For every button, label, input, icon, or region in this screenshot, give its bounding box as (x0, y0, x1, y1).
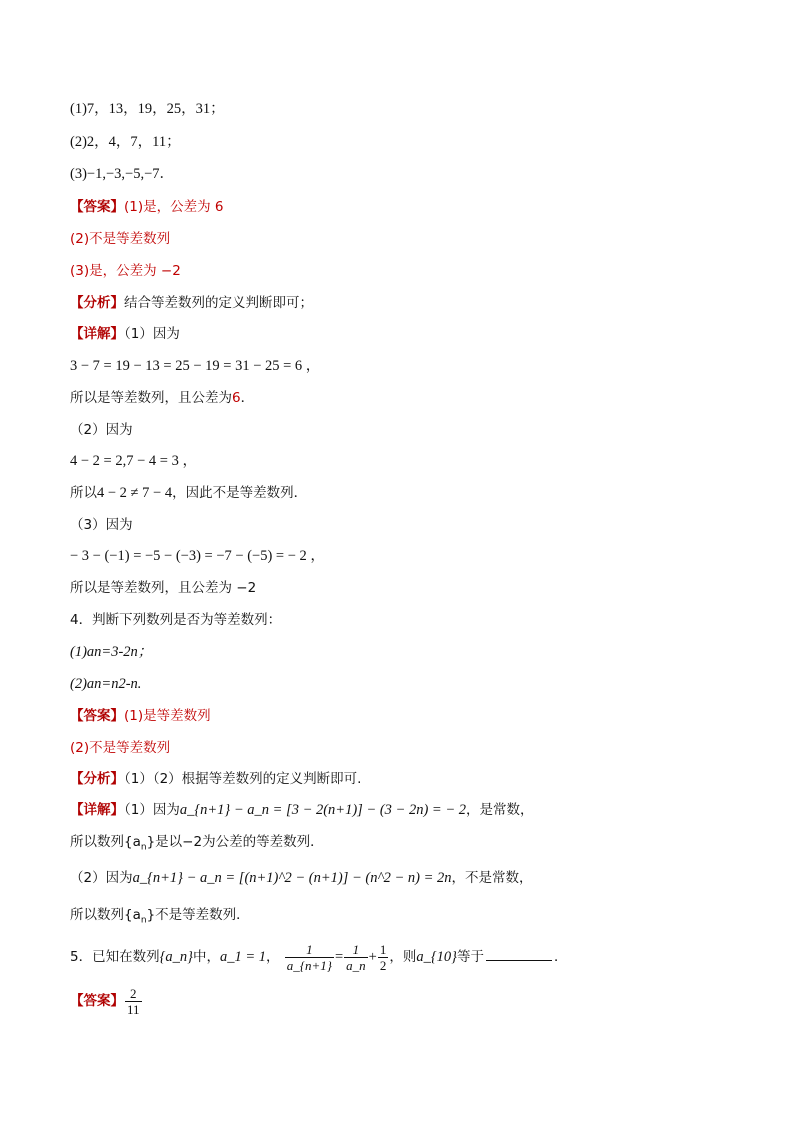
q3-p2-equation: 4 − 2 = 2,7 − 4 = 3 ， (70, 453, 197, 469)
q4-sub1: (1)an=3-2n； (70, 644, 153, 660)
answer-tag: 【答案】 (70, 993, 124, 1009)
q3-p1-conclusion (70, 388, 254, 408)
analysis-tag: 【分析】 (70, 295, 124, 311)
q4-detail-1-conclusion (70, 832, 324, 852)
analysis-text: （1）（2）根据等差数列的定义判断即可. (124, 771, 362, 787)
answer-text: (1)是等差数列 (124, 708, 211, 724)
conclusion-end: }不是等差数列． (146, 907, 250, 923)
conclusion-text: 所以 (70, 485, 97, 501)
detail-tail: ，不是常数， (451, 870, 533, 886)
detail-tag: 【详解】 (70, 326, 124, 342)
conclusion-end: }是以−2为公差的等差数列． (146, 834, 324, 850)
answer-tag: 【答案】 (70, 708, 124, 724)
answer-fraction: $\frac{2}{11}$ (127, 985, 140, 1017)
q3-p3-head: （3）因为 (70, 517, 133, 533)
conclusion-equation: 4 − 2 ≠ 7 − 4 (97, 485, 173, 501)
detail-tag: 【详解】 (70, 802, 124, 818)
analysis-text: 结合等差数列的定义判断即可； (124, 295, 313, 311)
conclusion-end: ，因此不是等差数列． (172, 485, 308, 501)
q5-suffix: 等于 (456, 949, 484, 965)
q3-sub2: (2)2，4，7，11； (70, 134, 181, 150)
detail-equation: a_{n+1} − a_n = [3 − 2(n+1)] − (3 − 2n) = − 2 (179, 802, 466, 818)
fraction-rhs2: $\frac{1}{2}$ (379, 941, 387, 973)
analysis-tag: 【分析】 (70, 771, 124, 787)
q3-p3-equation: − 3 − (−1) = −5 − (−3) = −7 − (−5) = − 2 ， (70, 548, 325, 564)
q3-p1-equation: 3 − 7 = 19 − 13 = 25 − 19 = 31 − 25 = 6 ， (70, 358, 321, 374)
q3-p3-conclusion: 所以是等差数列，且公差为 −2 (70, 580, 257, 596)
q5-answer (70, 984, 143, 1018)
answer-text: (1)是，公差为 6 (124, 199, 224, 215)
detail-head: （1）因为 (124, 802, 180, 818)
q5-mid2: ，则 (389, 949, 417, 965)
q5-question: 5．已知在数列{a_n}中，a_1 = 1， $\frac{1}{a\_\{n+1\}}$ = $\frac{1}{a\_n}$ + $\frac{1}{2}$ ，则a_{10}等于 ． (70, 941, 568, 973)
q4-detail-1 (70, 800, 533, 820)
q3-answer-line3: (3)是，公差为 −2 (70, 263, 181, 279)
detail-equation: a_{n+1} − a_n = [(n+1)^2 − (n+1)] − (n^2 − n) = 2n (132, 870, 452, 886)
conclusion-text: 所以数列{a (70, 907, 141, 923)
q4-title: 4．判断下列数列是否为等差数列： (70, 612, 282, 628)
q4-answer-line1 (70, 706, 211, 726)
q4-answer-line2: (2)不是等差数列 (70, 740, 171, 756)
q5-end: ． (553, 949, 568, 965)
q5-prefix: 5．已知在数列 (70, 949, 160, 965)
q4-detail-2-conclusion (70, 905, 250, 925)
q4-sub2: (2)an=n2-n. (70, 676, 142, 692)
q3-sub1: (1)7，13，19，25，31； (70, 101, 225, 117)
detail-tail: ，是常数， (465, 802, 534, 818)
q3-p2-conclusion (70, 483, 307, 503)
answer-tag: 【答案】 (70, 199, 124, 215)
fraction-rhs1: $\frac{1}{a\_n}$ (346, 941, 366, 973)
q5-separator: ， (266, 949, 280, 965)
q3-answer-line2: (2)不是等差数列 (70, 231, 171, 247)
answer-blank (486, 946, 552, 961)
q3-analysis (70, 293, 313, 313)
conclusion-value: 6 (232, 390, 241, 406)
conclusion-text: 所以是等差数列，且公差为 (70, 390, 232, 406)
q5-mid: 中， (192, 949, 220, 965)
q5-target: a_{10} (416, 949, 457, 965)
q3-detail (70, 324, 180, 344)
q5-sequence: {a_n} (159, 949, 193, 965)
q4-analysis (70, 769, 361, 789)
q3-sub3: (3)−1,−3,−5,−7． (70, 166, 174, 182)
conclusion-sub: n (140, 842, 147, 853)
fraction-lhs: $\frac{1}{a\_\{n+1\}}$ (286, 941, 332, 973)
q3-p2-head: （2）因为 (70, 422, 133, 438)
q3-answer-line1 (70, 197, 224, 217)
conclusion-end: ． (240, 390, 255, 406)
detail-head: （2）因为 (70, 870, 133, 886)
q4-detail-2 (70, 868, 533, 888)
detail-part1-head: （1）因为 (124, 326, 180, 342)
conclusion-sub: n (140, 915, 147, 926)
conclusion-text: 所以数列{a (70, 834, 141, 850)
q5-condition: a_1 = 1 (219, 949, 266, 965)
